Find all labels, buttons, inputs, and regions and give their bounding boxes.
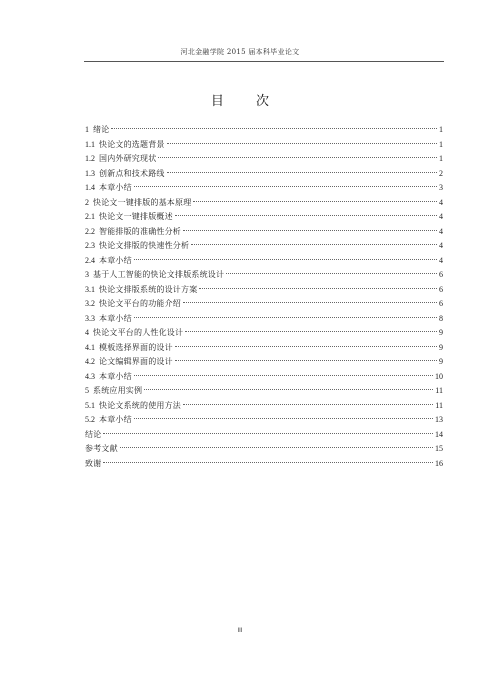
toc-entry[interactable] bbox=[85, 167, 443, 182]
toc-entry-number: 4.2 bbox=[85, 357, 95, 366]
toc-entry-label: 快论文系统的使用方法 bbox=[99, 400, 181, 410]
toc-entry[interactable] bbox=[85, 413, 443, 428]
toc-entry[interactable] bbox=[85, 297, 443, 312]
toc-entry-number: 2.2 bbox=[85, 226, 95, 236]
toc-entry-page: 4 bbox=[439, 255, 443, 265]
toc-entry-page: 9 bbox=[439, 342, 443, 352]
toc-entry-label: 本章小结 bbox=[99, 415, 132, 424]
toc-entry-label: 基于人工智能的快论文排版系统设计 bbox=[93, 270, 225, 279]
toc-entry-page: 4 bbox=[439, 241, 443, 250]
toc-entry-label: 结论 bbox=[85, 429, 102, 439]
toc-entry[interactable] bbox=[85, 123, 443, 138]
toc-entry[interactable] bbox=[85, 384, 443, 399]
toc-dot-leader bbox=[134, 317, 437, 318]
toc-entry-page: 3 bbox=[439, 183, 443, 192]
toc-entry-label: 快论文一键排版的基本原理 bbox=[93, 197, 192, 207]
toc-entry[interactable] bbox=[85, 196, 443, 211]
toc-dot-leader bbox=[183, 404, 433, 405]
toc-dot-leader bbox=[120, 447, 433, 448]
toc-entry-page: 14 bbox=[435, 429, 443, 439]
toc-entry-number: 5.1 bbox=[85, 400, 95, 410]
toc-entry-page: 6 bbox=[439, 284, 443, 294]
toc-entry-page: 1 bbox=[439, 125, 443, 134]
toc-dot-leader bbox=[111, 128, 437, 129]
toc-entry-number: 2.3 bbox=[85, 241, 95, 250]
toc-dot-leader bbox=[167, 172, 437, 173]
toc-entry-page: 6 bbox=[439, 299, 443, 308]
toc-entry-label: 快论文排版的快速性分析 bbox=[99, 241, 190, 250]
toc-entry-page: 2 bbox=[439, 168, 443, 178]
toc-entry-label: 快论文的选题背景 bbox=[99, 139, 165, 149]
toc-entry-label: 参考文献 bbox=[85, 444, 118, 453]
toc-entry-label: 快论文一键排版概述 bbox=[99, 212, 173, 221]
toc-entry[interactable] bbox=[85, 268, 443, 283]
toc-entry-number: 5 bbox=[85, 386, 89, 395]
toc-entry-page: 15 bbox=[435, 444, 443, 453]
toc-dot-leader bbox=[134, 186, 437, 187]
toc-entry-number: 1.1 bbox=[85, 139, 95, 149]
toc-entry[interactable] bbox=[85, 326, 443, 341]
toc-entry[interactable] bbox=[85, 355, 443, 370]
toc-entry-page: 4 bbox=[439, 197, 443, 207]
toc-dot-leader bbox=[193, 201, 437, 202]
toc-entry-label: 创新点和技术路线 bbox=[99, 168, 165, 178]
toc-entry-label: 模板选择界面的设计 bbox=[99, 342, 173, 352]
page-number: III bbox=[237, 628, 243, 634]
toc-entry-number: 4 bbox=[85, 328, 89, 337]
toc-title: 目 次 bbox=[210, 94, 284, 109]
toc-entry[interactable] bbox=[85, 457, 443, 472]
toc-entry-number: 2.4 bbox=[85, 255, 95, 265]
toc-entry[interactable] bbox=[85, 283, 443, 298]
toc-entry-number: 2 bbox=[85, 197, 89, 207]
toc-entry-page: 11 bbox=[435, 400, 443, 410]
page-header: 河北金融学院 2015 届本科毕业论文 bbox=[180, 48, 300, 56]
toc-entry[interactable] bbox=[85, 254, 443, 269]
toc-entry-label: 国内外研究现状 bbox=[99, 154, 157, 163]
toc-dot-leader bbox=[175, 346, 437, 347]
toc-entry-label: 本章小结 bbox=[99, 371, 132, 381]
table-of-contents bbox=[85, 123, 443, 471]
toc-entry-number: 1.2 bbox=[85, 154, 95, 163]
toc-entry[interactable] bbox=[85, 341, 443, 356]
toc-entry-page: 6 bbox=[439, 270, 443, 279]
toc-entry-number: 3 bbox=[85, 270, 89, 279]
toc-entry-label: 系统应用实例 bbox=[93, 386, 143, 395]
toc-entry-page: 4 bbox=[439, 212, 443, 221]
toc-entry-number: 3.3 bbox=[85, 313, 95, 323]
toc-entry-label: 快论文排版系统的设计方案 bbox=[99, 284, 198, 294]
toc-entry-label: 智能排版的准确性分析 bbox=[99, 226, 181, 236]
toc-entry[interactable] bbox=[85, 370, 443, 385]
toc-dot-leader bbox=[185, 331, 437, 332]
toc-entry-page: 9 bbox=[439, 328, 443, 337]
toc-entry-number: 1 bbox=[85, 125, 89, 134]
toc-dot-leader bbox=[175, 360, 437, 361]
toc-entry-number: 2.1 bbox=[85, 212, 95, 221]
toc-dot-leader bbox=[103, 433, 433, 434]
toc-entry-page: 9 bbox=[439, 357, 443, 366]
toc-dot-leader bbox=[134, 375, 433, 376]
toc-entry-number: 4.1 bbox=[85, 342, 95, 352]
toc-dot-leader bbox=[103, 462, 433, 463]
toc-dot-leader bbox=[199, 288, 437, 289]
toc-dot-leader bbox=[183, 302, 437, 303]
toc-entry-page: 1 bbox=[439, 139, 443, 149]
toc-entry-page: 11 bbox=[435, 386, 443, 395]
toc-entry-label: 论文编辑界面的设计 bbox=[99, 357, 173, 366]
toc-entry[interactable] bbox=[85, 399, 443, 414]
toc-entry-label: 致谢 bbox=[85, 458, 102, 468]
toc-entry[interactable] bbox=[85, 210, 443, 225]
toc-entry-label: 本章小结 bbox=[99, 313, 132, 323]
toc-entry-page: 8 bbox=[439, 313, 443, 323]
toc-entry-page: 4 bbox=[439, 226, 443, 236]
toc-entry-number: 3.2 bbox=[85, 299, 95, 308]
toc-dot-leader bbox=[191, 244, 437, 245]
toc-entry[interactable] bbox=[85, 312, 443, 327]
toc-dot-leader bbox=[175, 215, 437, 216]
toc-entry[interactable] bbox=[85, 138, 443, 153]
toc-entry-number: 1.4 bbox=[85, 183, 95, 192]
toc-entry-page: 1 bbox=[439, 154, 443, 163]
toc-entry-number: 4.3 bbox=[85, 371, 95, 381]
toc-entry-number: 5.2 bbox=[85, 415, 95, 424]
toc-dot-leader bbox=[134, 259, 437, 260]
toc-entry-label: 快论文平台的人性化设计 bbox=[93, 328, 184, 337]
toc-entry-page: 13 bbox=[435, 415, 443, 424]
toc-entry-page: 10 bbox=[435, 371, 443, 381]
toc-entry-number: 1.3 bbox=[85, 168, 95, 178]
toc-dot-leader bbox=[144, 389, 433, 390]
toc-dot-leader bbox=[183, 230, 437, 231]
toc-dot-leader bbox=[158, 157, 437, 158]
toc-entry[interactable] bbox=[85, 152, 443, 167]
toc-dot-leader bbox=[134, 418, 433, 419]
toc-dot-leader bbox=[226, 273, 437, 274]
toc-entry[interactable] bbox=[85, 225, 443, 240]
toc-entry-number: 3.1 bbox=[85, 284, 95, 294]
toc-entry-page: 16 bbox=[435, 458, 443, 468]
toc-entry-label: 本章小结 bbox=[99, 183, 132, 192]
toc-entry[interactable] bbox=[85, 428, 443, 443]
toc-entry[interactable] bbox=[85, 442, 443, 457]
header-divider bbox=[84, 61, 444, 62]
toc-entry-label: 本章小结 bbox=[99, 255, 132, 265]
toc-entry-label: 快论文平台的功能介绍 bbox=[99, 299, 181, 308]
toc-entry[interactable] bbox=[85, 239, 443, 254]
toc-dot-leader bbox=[167, 143, 437, 144]
toc-entry-label: 绪论 bbox=[93, 125, 110, 134]
toc-entry[interactable] bbox=[85, 181, 443, 196]
